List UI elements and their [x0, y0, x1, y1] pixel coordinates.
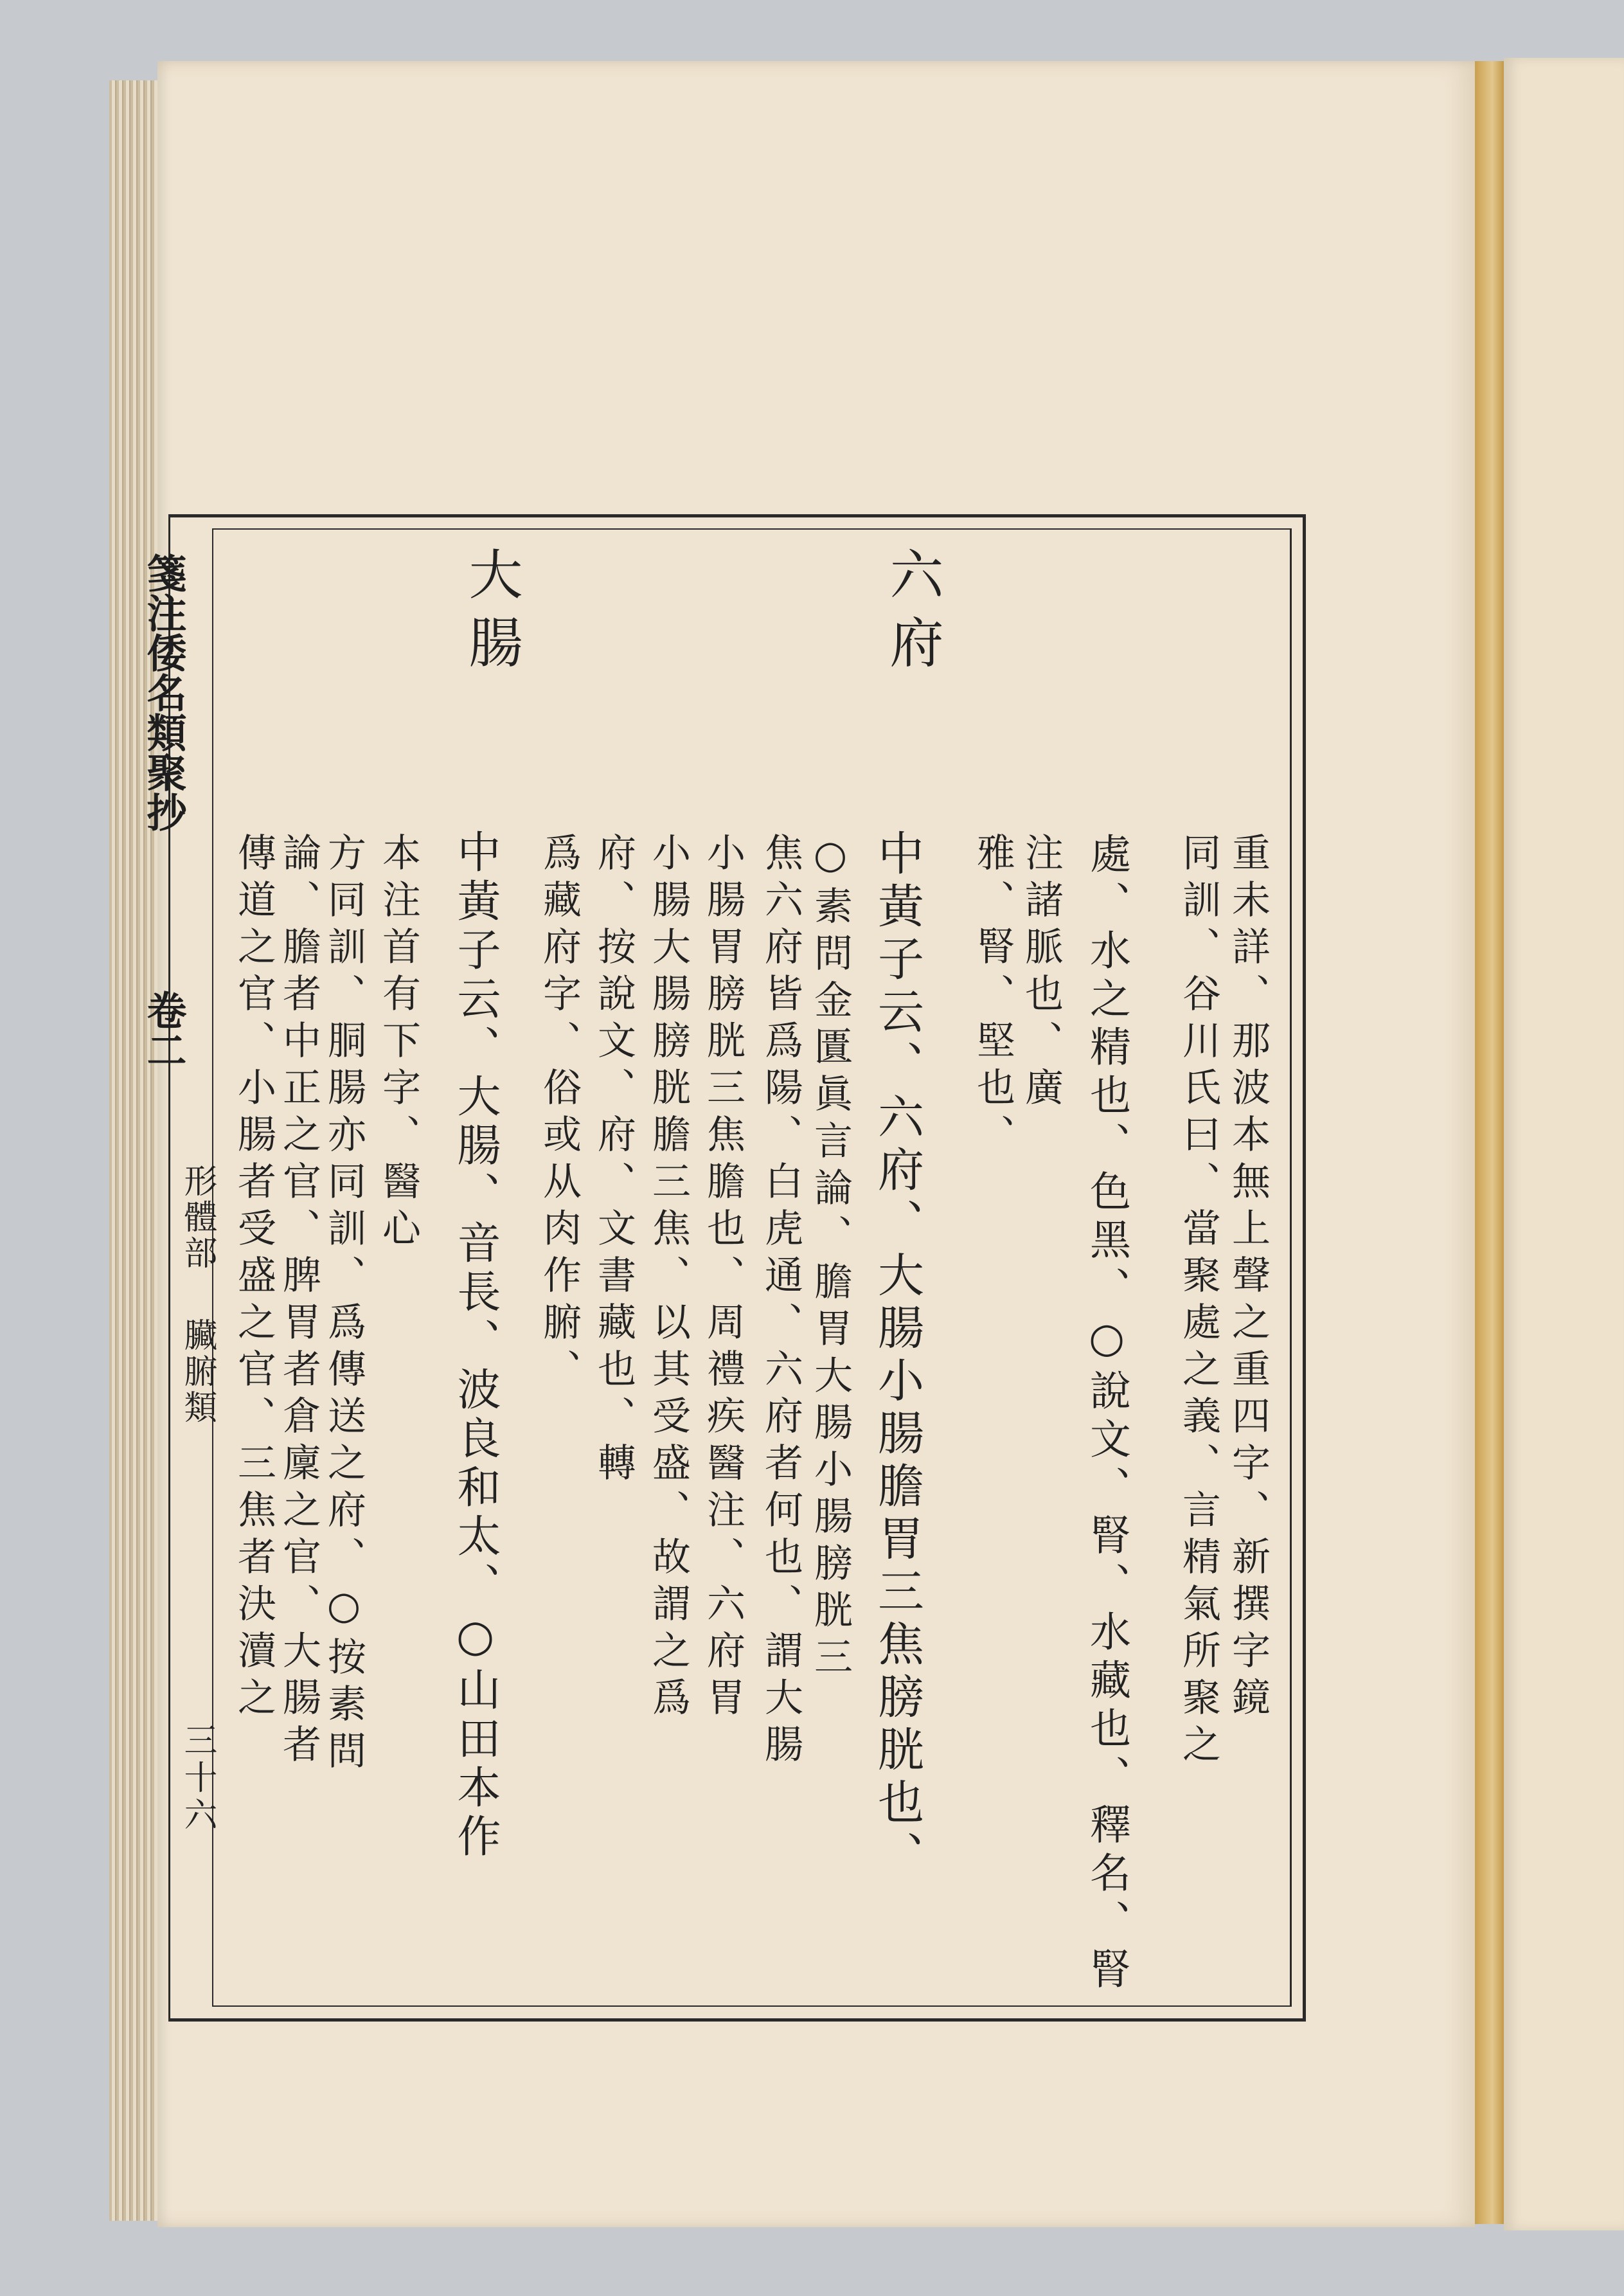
text-column: 同訓、谷川氏曰、當聚處之義、言精氣所聚之: [1176, 832, 1221, 1771]
volume-label: 卷二: [140, 990, 187, 1070]
section-label: 形體部: [178, 1163, 217, 1271]
text-column: 注諸脈也、廣: [1019, 832, 1064, 1114]
text-column: ○素問金匱眞言論、膽胃大腸小腸膀胱三: [808, 832, 853, 1683]
text-column: 論、膽者中正之官、脾胃者倉廩之官、大腸者: [276, 832, 321, 1771]
text-column: 處、水之精也、色黑、○說文、腎、水藏也、釋名、腎: [1083, 832, 1130, 1996]
book-gutter: [1475, 61, 1504, 2224]
text-column: 爲藏府字、俗或从肉作腑、: [537, 832, 582, 1395]
category-label: 臟腑類: [178, 1318, 217, 1426]
text-column: 重未詳、那波本無上聲之重四字、新撰字鏡: [1226, 832, 1271, 1724]
text-column: 方同訓、胴腸亦同訓、爲傳送之府、○按素問: [321, 832, 366, 1777]
text-column: 小腸大腸膀胱膽三焦、以其受盛、故謂之爲: [646, 832, 691, 1724]
text-column: 中黃子云、大腸、音長、波良和太、○山田本作: [450, 829, 501, 1862]
text-column: 小腸胃膀胱三焦膽也、周禮疾醫注、六府胃: [700, 832, 745, 1724]
text-column: 傳道之官、小腸者受盛之官、三焦者決瀆之: [231, 832, 276, 1724]
right-page-edge: [1504, 58, 1624, 2230]
heading-daicho: 大腸: [460, 546, 523, 683]
book-title: 箋注倭名類聚抄: [140, 553, 187, 832]
text-column: 焦六府皆爲陽、白虎通、六府者何也、謂大腸: [758, 832, 803, 1771]
text-column: 中黃子云、六府、大腸小腸膽胃三焦膀胱也、: [870, 829, 924, 1883]
page-number: 三十六: [178, 1723, 217, 1834]
heading-rokufu: 六府: [881, 546, 944, 683]
text-column: 府、按說文、府、文書藏也、轉: [591, 832, 636, 1489]
text-column: 雅、腎、堅也、: [970, 832, 1015, 1161]
text-column: 本注首有下字、醫心: [376, 832, 421, 1255]
